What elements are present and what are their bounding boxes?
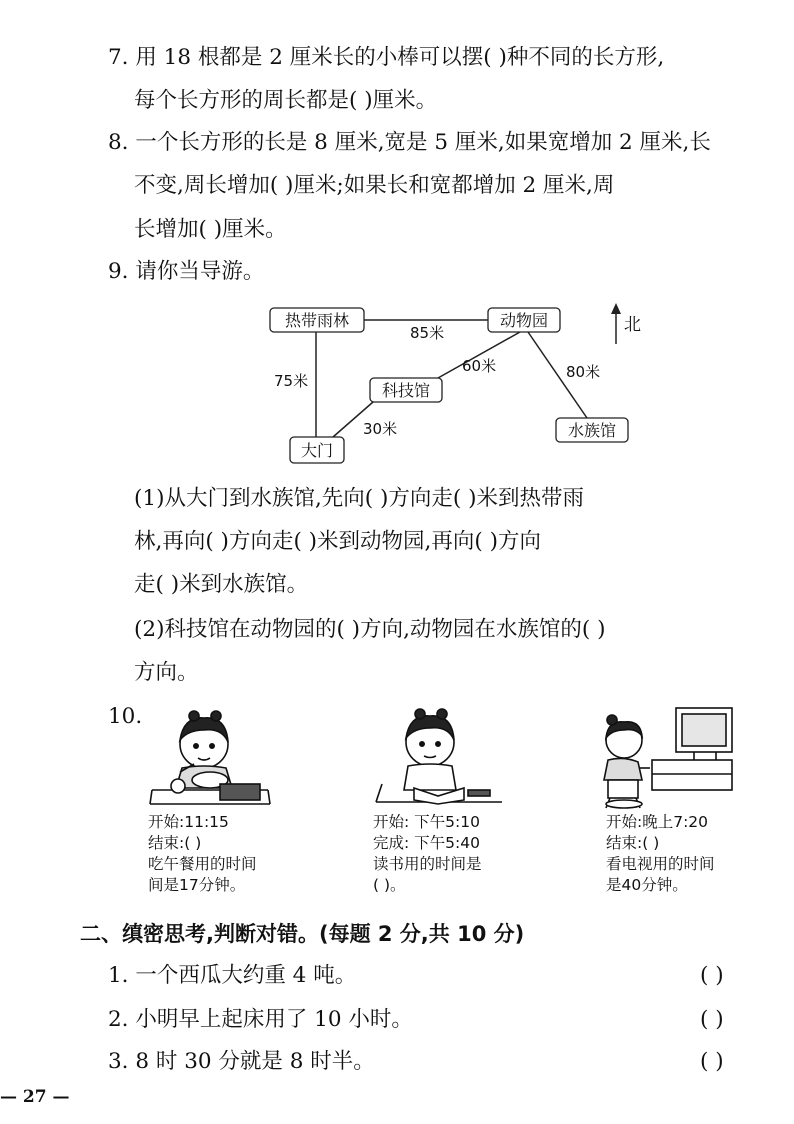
place-science [370,378,442,402]
q8-line3: 长增加( )厘米。 [134,217,287,242]
tv-end: 结束:( ) [606,834,660,852]
distance-75: 75米 [274,372,309,390]
north-arrow-icon [611,303,621,314]
judge-item-3-paren: ( ) [700,1049,724,1074]
distance-85: 85米 [410,324,445,342]
reading-desc-1: 读书用的时间是 [373,855,482,873]
place-gate-label: 大门 [300,441,334,460]
tv-caption [606,812,715,896]
q8-line1: 8. 一个长方形的长是 8 厘米,宽是 5 厘米,如果宽增加 2 厘米,长 [108,130,711,155]
q10-number: 10. [108,704,143,729]
section2-title: 二、缜密思考,判断对错。(每题 2 分,共 10 分) [80,922,525,946]
lunch-end: 结束:( ) [148,834,202,852]
q9-p1-line2: 林,再向( )方向走( )米到动物园,再向( )方向 [134,529,542,554]
q9-title: 9. 请你当导游。 [108,259,265,284]
place-zoo [488,308,560,332]
place-science-label: 科技馆 [381,381,431,400]
place-aquarium-label: 水族馆 [567,421,617,440]
q9-p1-line1: (1)从大门到水族馆,先向( )方向走( )米到热带雨 [134,486,585,511]
lunch-desc-2: 间是17分钟。 [148,876,246,894]
place-rainforest-label: 热带雨林 [284,311,350,330]
tv-start: 开始:晚上7:20 [606,813,709,831]
q8-line2: 不变,周长增加( )厘米;如果长和宽都增加 2 厘米,周 [134,173,615,198]
place-gate [290,437,344,463]
girl-watching-tv-illustration [598,704,738,812]
distance-80: 80米 [566,363,601,381]
girl-eating-lunch-illustration [140,704,280,812]
reading-caption [373,812,482,896]
north-label: 北 [624,315,641,335]
place-aquarium [556,418,628,442]
q7-line1: 7. 用 18 根都是 2 厘米长的小棒可以摆( )种不同的长方形, [108,45,665,70]
judge-item-3-text: 3. 8 时 30 分就是 8 时半。 [108,1049,375,1074]
girl-reading-illustration [372,704,512,812]
lunch-start: 开始:11:15 [148,813,229,831]
reading-desc-2: ( )。 [373,876,406,894]
judge-item-2-text: 2. 小明早上起床用了 10 小时。 [108,1007,413,1032]
place-rainforest [270,308,364,332]
tv-desc-2: 是40分钟。 [606,876,688,894]
judge-item-2-paren: ( ) [700,1007,724,1032]
q7-line2: 每个长方形的周长都是( )厘米。 [134,88,438,113]
lunch-caption [148,812,257,896]
tv-desc-1: 看电视用的时间 [606,855,715,873]
q9-p2-line1: (2)科技馆在动物园的( )方向,动物园在水族馆的( ) [134,617,606,642]
place-zoo-label: 动物园 [499,311,549,330]
q9-map-diagram [0,0,794,480]
q9-p2-line2: 方向。 [134,660,199,685]
q9-p1-line3: 走( )米到水族馆。 [134,572,309,597]
page-number: — 27 — [0,1087,70,1107]
distance-30: 30米 [363,420,398,438]
judge-item-1-paren: ( ) [700,963,724,988]
judge-item-1-text: 1. 一个西瓜大约重 4 吨。 [108,963,357,988]
distance-60: 60米 [462,357,497,375]
reading-start: 开始: 下午5:10 [373,813,480,831]
lunch-desc-1: 吃午餐用的时间 [148,855,257,873]
reading-end: 完成: 下午5:40 [373,834,480,852]
